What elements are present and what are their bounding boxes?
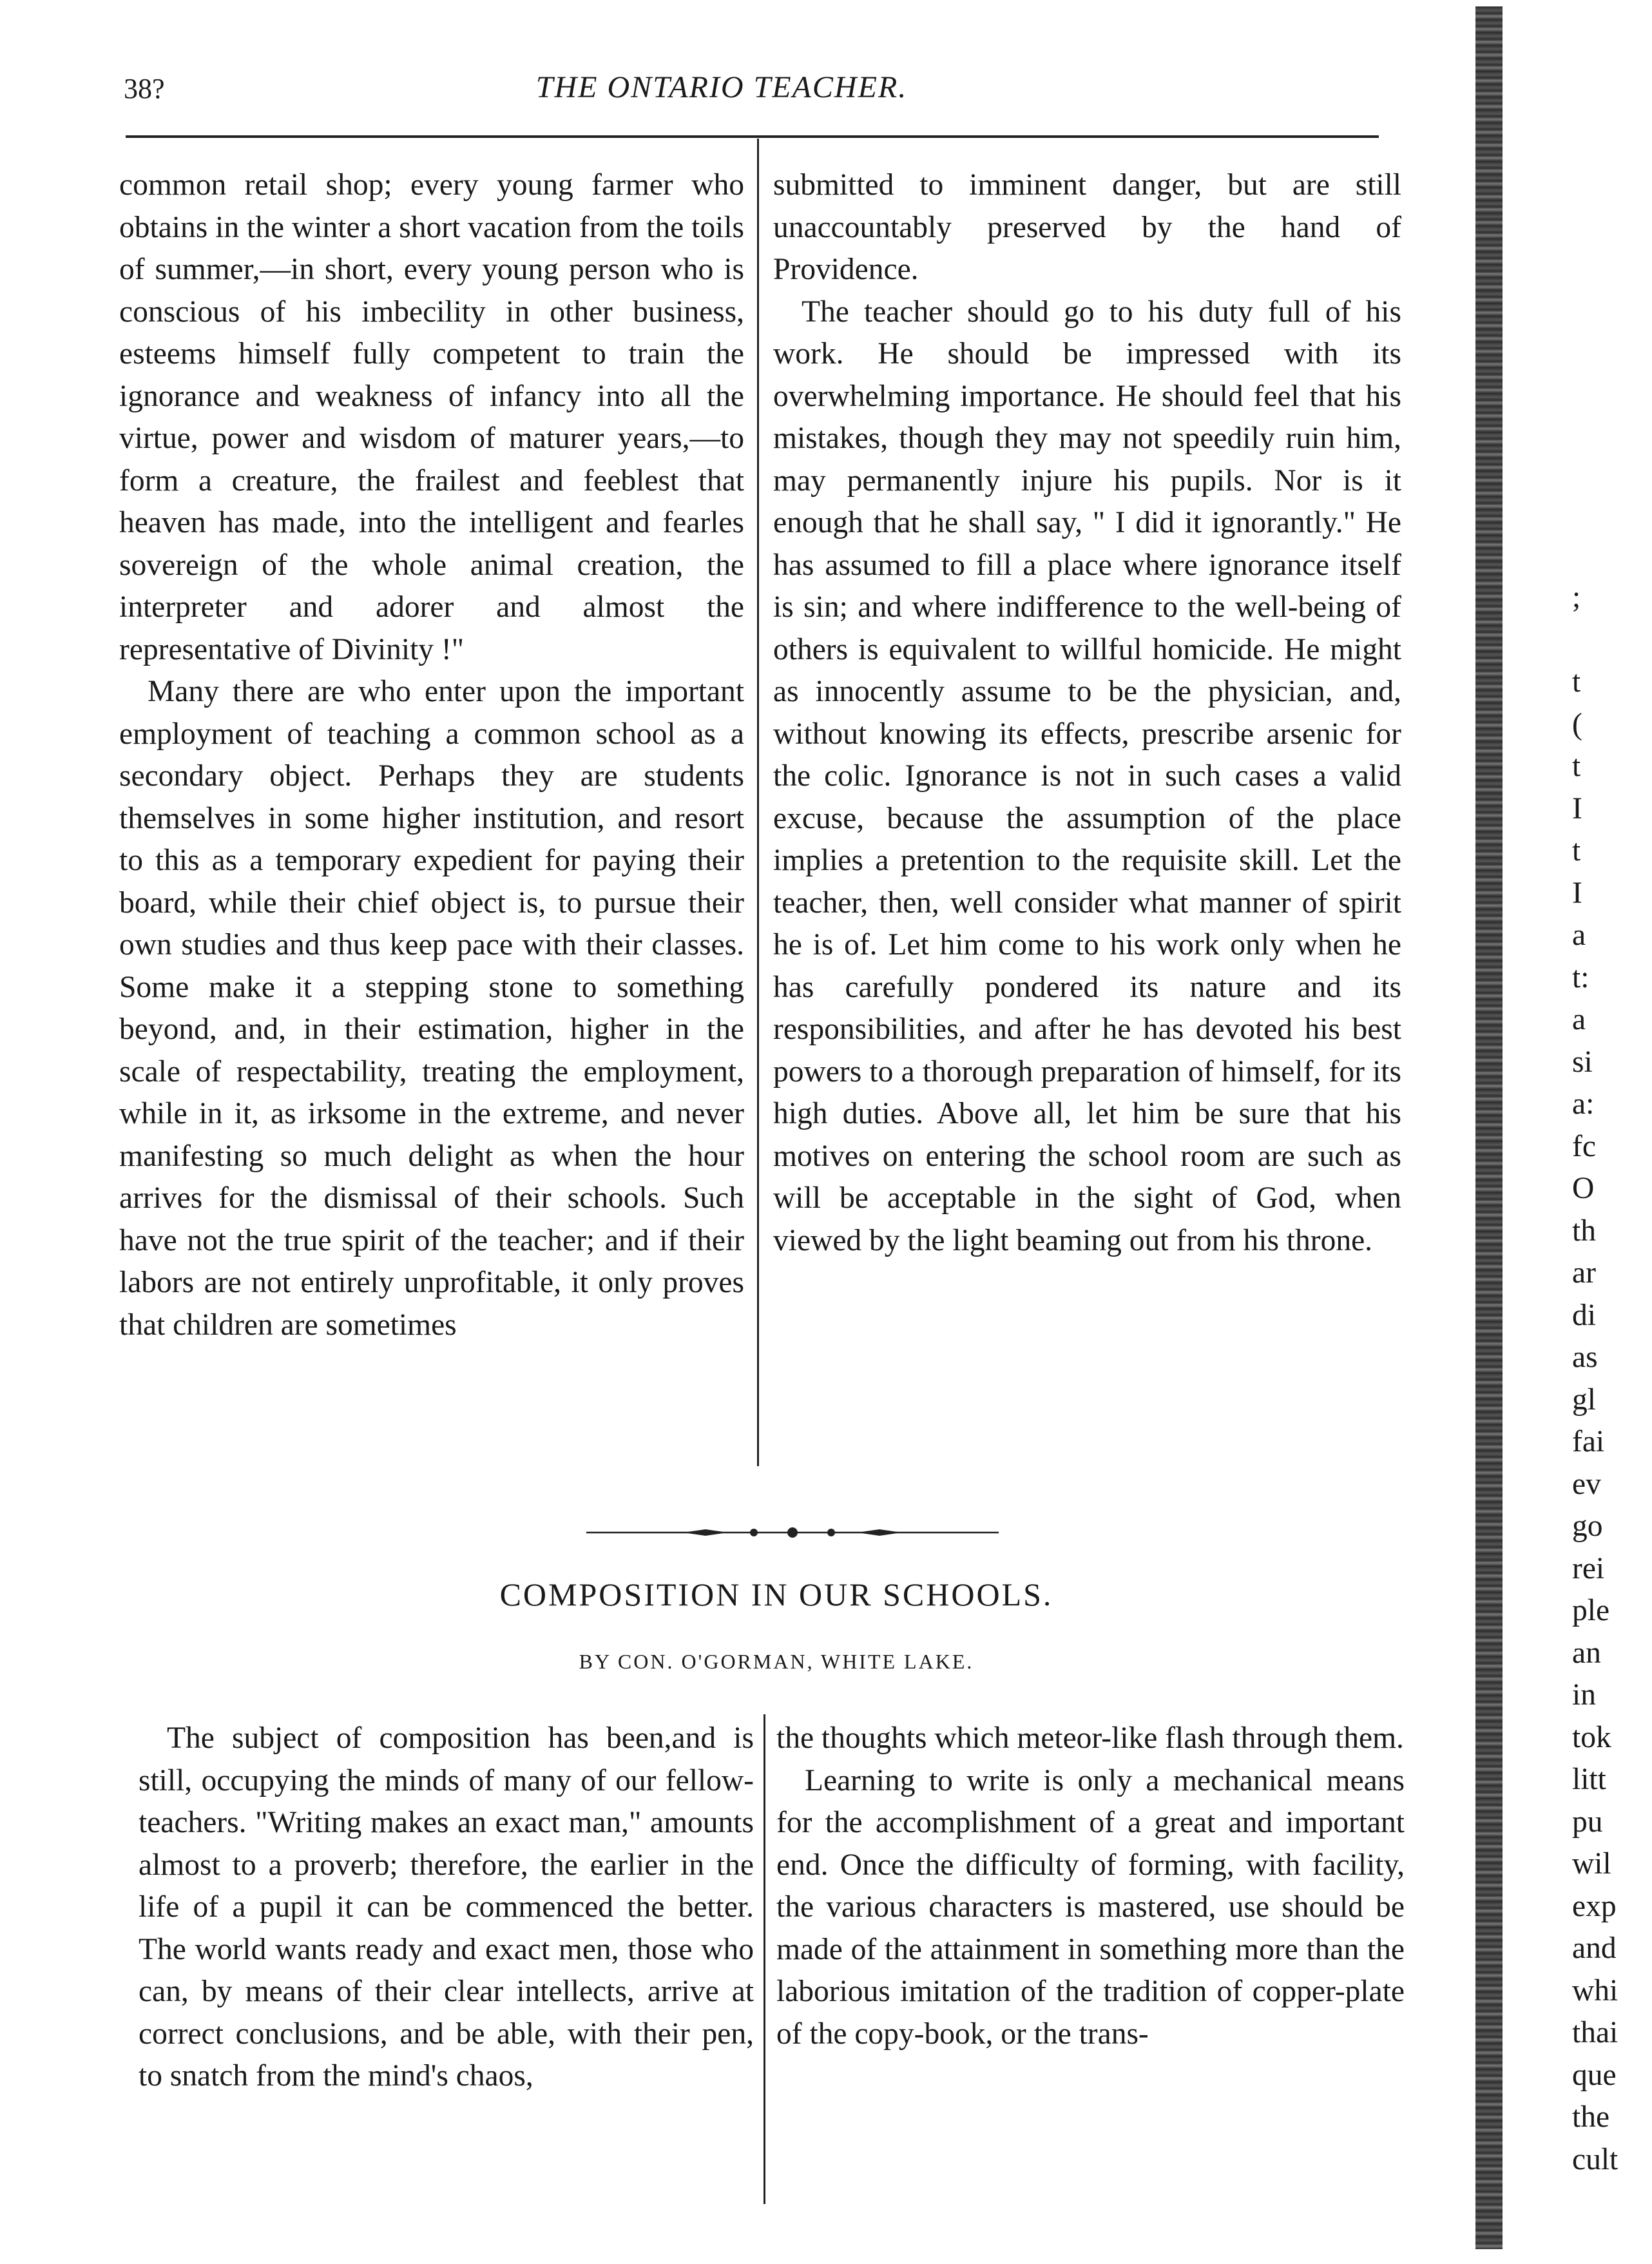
top-left-column [119, 164, 744, 1346]
next-page-fragment: ple [1572, 1594, 1610, 1627]
next-page-fragment: as [1572, 1340, 1598, 1374]
next-page-fragment: I [1572, 791, 1582, 826]
header-rule [126, 135, 1379, 138]
next-page-fragment: a [1572, 918, 1586, 952]
next-page-fragment: litt [1572, 1763, 1606, 1796]
next-page-fragment: t [1572, 750, 1581, 783]
column-divider [757, 139, 759, 1466]
column-divider [764, 1714, 765, 2204]
next-page-fragment: ( [1572, 707, 1582, 741]
next-page-fragment: a: [1572, 1087, 1595, 1121]
next-page-fragment: ; [1572, 581, 1581, 614]
next-page-fragment: wil [1572, 1847, 1611, 1881]
next-page-fragment: I [1572, 876, 1582, 910]
next-page-fragment: whi [1572, 1973, 1618, 2008]
paragraph: the thoughts which meteor-like flash through them. [776, 1721, 1404, 1755]
next-page-fragment: ar [1572, 1256, 1596, 1290]
paragraph: The teacher should go to his duty full of his work. He should be impressed with its overwhelming importance. He should feel that his mistakes, though they may not speedily ruin him, may permanently injure his pupils. Nor is it enough that he shall say, " I did it ignorantly." He has assumed to fill a place where ignorance itself is sin; and where indifference to the well-being of others is equivalent to willful homicide. He might as innocently assume to be the physician, and, without knowing its effects, prescribe arsenic for the colic. Ignorance is not in such cases a valid excuse, because the assumption of the place implies a pretention to the requisite skill. Let the teacher, then, well consider what manner of spirit he is of. Let him come to his work only when he has carefully pondered its nature and its responsibilities, and after he has devoted his best powers to a thorough preparation of himself, for its high duties. Above all, let him be sure that his motives on entering the school room are such as will be acceptable in the sight of God, when viewed by the light beaming out from his throne. [773, 295, 1401, 1257]
paragraph: common retail shop; every young farmer who obtains in the winter a short vacation from the toils of summer,—in short, every young person who is conscious of his imbecility in other business, esteems himself fully competent to train the ignorance and weakness of infancy into all the virtue, power and wisdom of maturer years,—to form a creature, the frailest and feeblest that heaven has made, into the intelligent and fearles sovereign of the whole animal creation, the interpreter and adorer and almost the representative of Divinity !" [119, 168, 744, 666]
next-page-fragment: t: [1572, 960, 1590, 994]
paragraph: The subject of composition has been,and is still, occupying the minds of many of our fellow-teachers. "Writing makes an exact man," amounts almost to a proverb; therefore, the earlier in the life of a pupil it can be commenced the better. The world wants ready and exact men, those who can, by means of their clear intellects, arrive at correct conclusions, and be able, with their pen, to snatch from the mind's chaos, [139, 1721, 754, 2093]
paragraph: Many there are who enter upon the important employment of teaching a common school as a secondary object. Perhaps they are students themselves in some higher institution, and resort to this as a temporary expedient for paying their board, while their chief object is, to pursue their own studies and thus keep pace with their classes. Some make it a stepping stone to something beyond, and, in their estimation, higher in the scale of respectability, treating the employment, while in it, as irksome in the extreme, and never manifesting so much delight as when the hour arrives for the dismissal of their schools. Such have not the true spirit of the teacher; and if their labors are not entirely unprofitable, it only proves that children are sometimes [119, 675, 744, 1342]
next-page-fragment: fc [1572, 1129, 1596, 1163]
next-page-fragment: a [1572, 1003, 1586, 1036]
next-page-fragment: si [1572, 1045, 1593, 1079]
article-title: COMPOSITION IN OUR SCHOOLS. [499, 1576, 1053, 1612]
next-page-fragment: t [1572, 665, 1581, 699]
next-page-fragment-column [1572, 577, 1652, 2181]
page-number: 38? [124, 73, 165, 104]
next-page-fragment [1572, 619, 1652, 662]
next-page-fragment: an [1572, 1636, 1601, 1670]
bottom-right-column [776, 1717, 1405, 2055]
next-page-fragment: th [1572, 1214, 1596, 1248]
top-right-column [773, 164, 1401, 1262]
running-header-title: THE ONTARIO TEACHER. [535, 70, 908, 104]
book-binding-edge [1475, 6, 1503, 2249]
next-page-fragment: in [1572, 1678, 1596, 1712]
article-byline: BY CON. O'GORMAN, WHITE LAKE. [579, 1650, 974, 1673]
next-page-fragment: the [1572, 2100, 1610, 2134]
next-page-fragment: exp [1572, 1889, 1617, 1923]
next-page-fragment: rei [1572, 1551, 1605, 1585]
next-page-fragment: tok [1572, 1720, 1611, 1754]
next-page-fragment: thai [1572, 2016, 1618, 2049]
next-page-fragment: cult [1572, 2142, 1618, 2176]
paragraph: submitted to imminent danger, but are still unaccountably preserved by the hand of Providence. [773, 168, 1401, 286]
next-page-fragment: di [1572, 1298, 1596, 1332]
next-page-fragment: que [1572, 2058, 1617, 2092]
next-page-fragment: O [1572, 1172, 1595, 1205]
section-ornament [586, 1526, 999, 1539]
next-page-fragment: gl [1572, 1382, 1596, 1417]
paragraph: Learning to write is only a mechanical means for the accomplishment of a great and important end. Once the difficulty of forming, with facility, the various characters is mastered, use should be made of the attainment in something more than the laborious imitation of the tradition of copper-plate of the copy-book, or the trans- [776, 1763, 1405, 2051]
next-page-fragment: and [1572, 1931, 1617, 1965]
next-page-fragment: fai [1572, 1425, 1605, 1458]
next-page-fragment: t [1572, 834, 1581, 867]
next-page-fragment: go [1572, 1509, 1603, 1543]
bottom-left-column [139, 1717, 754, 2098]
next-page-fragment: pu [1572, 1804, 1603, 1839]
next-page-fragment: ev [1572, 1467, 1601, 1501]
